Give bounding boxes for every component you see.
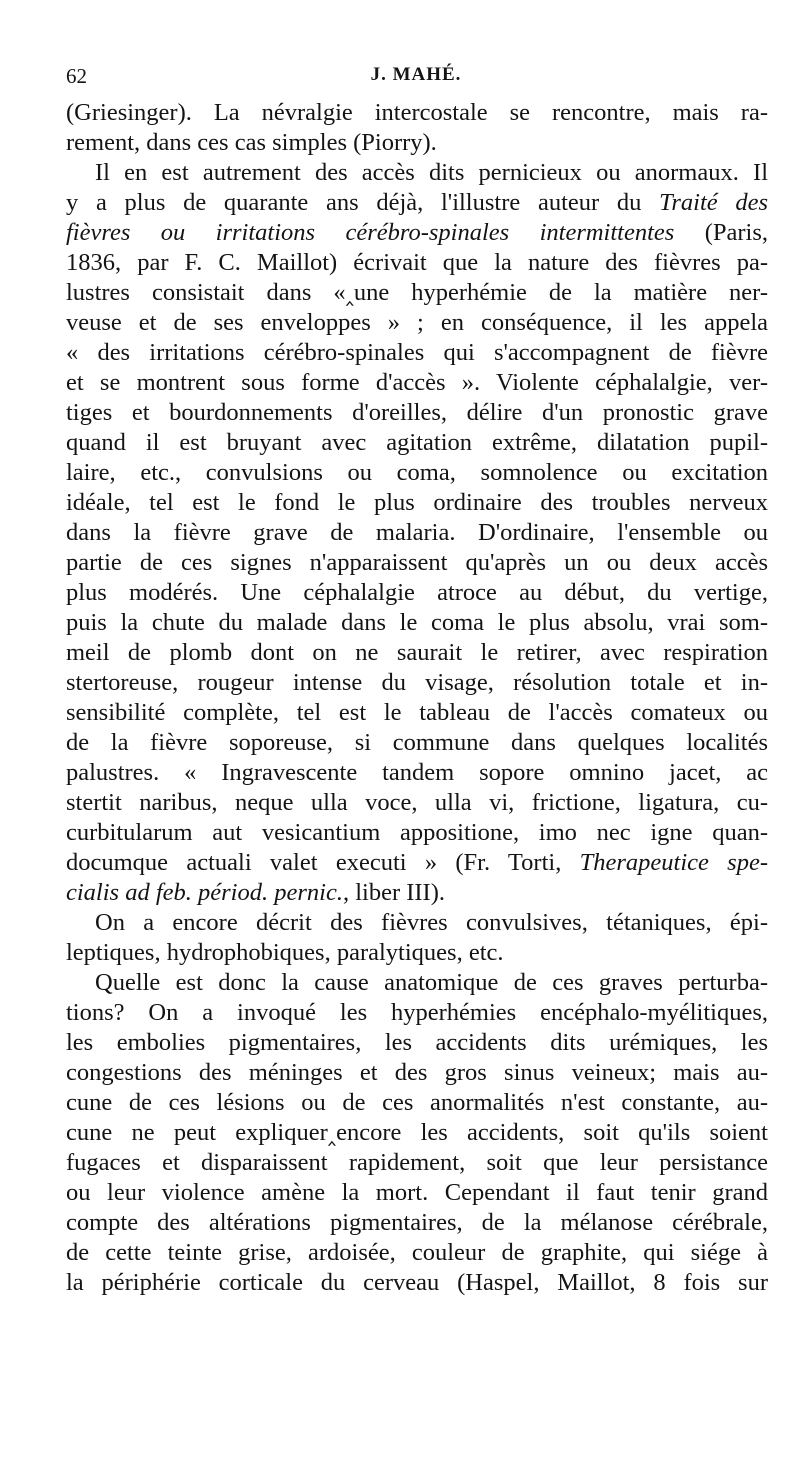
page-number: 62 <box>66 64 87 88</box>
text-line <box>66 638 768 668</box>
text-line <box>66 458 768 488</box>
text-run: et se montrent sous forme d'accès ». Violente céphalalgie, ver- <box>66 369 768 396</box>
text-run: plus modérés. Une céphalalgie atroce au début, du vertige, <box>66 579 768 606</box>
text-line <box>66 428 768 458</box>
text-line <box>66 1238 768 1268</box>
text-run: , liber III). <box>342 879 445 906</box>
text-run: Il en est autrement des accès dits pernicieux ou anormaux. Il <box>95 159 768 186</box>
text-run: compte des altérations pigmentaires, de la mélanose cérébrale, <box>66 1209 768 1236</box>
text-line <box>66 1088 768 1118</box>
text-line <box>66 1148 768 1178</box>
text-run: de cette teinte grise, ardoisée, couleur de graphite, qui siége à <box>66 1239 768 1266</box>
text-line <box>66 998 768 1028</box>
text-line <box>66 818 768 848</box>
running-title: J. MAHÉ. <box>370 64 462 85</box>
italic-text: Traité des <box>659 189 768 216</box>
text-run: les embolies pigmentaires, les accidents dits urémiques, les <box>66 1029 768 1056</box>
text-line <box>66 758 768 788</box>
text-run: cune ne peut expliquer‸encore les accidents, soit qu'ils soient <box>66 1119 768 1146</box>
text-run: la périphérie corticale du cerveau (Haspel, Maillot, 8 fois sur <box>66 1269 768 1296</box>
text-run: congestions des méninges et des gros sinus veineux; mais au- <box>66 1059 768 1086</box>
text-run: ou leur violence amène la mort. Cependant il faut tenir grand <box>66 1179 768 1206</box>
text-line <box>66 1118 768 1148</box>
text-run: tiges et bourdonnements d'oreilles, délire d'un pronostic grave <box>66 399 768 426</box>
text-line <box>66 1028 768 1058</box>
text-run: cune de ces lésions ou de ces anormalités n'est constante, au- <box>66 1089 768 1116</box>
text-run: partie de ces signes n'apparaissent qu'après un ou deux accès <box>66 549 768 576</box>
text-run: documque actuali valet executi » (Fr. Torti, <box>66 849 580 876</box>
text-line <box>66 188 768 218</box>
text-run: laire, etc., convulsions ou coma, somnolence ou excitation <box>66 459 768 486</box>
text-line <box>66 728 768 758</box>
text-line <box>66 848 768 878</box>
text-line <box>66 698 768 728</box>
text-run: de la fièvre soporeuse, si commune dans quelques localités <box>66 729 768 756</box>
text-line <box>66 308 768 338</box>
text-line <box>66 1058 768 1088</box>
text-line <box>66 578 768 608</box>
text-run: curbitularum aut vesicantium appositione, imo nec igne quan- <box>66 819 768 846</box>
text-run: fugaces et disparaissent rapidement, soit que leur persistance <box>66 1149 768 1176</box>
text-line <box>66 488 768 518</box>
italic-text: Therapeutice spe- <box>579 849 768 876</box>
text-line <box>66 908 768 938</box>
text-line <box>66 218 768 248</box>
text-run: meil de plomb dont on ne saurait le retirer, avec respiration <box>66 639 768 666</box>
text-run: On a encore décrit des fièvres convulsives, tétaniques, épi- <box>95 909 768 936</box>
text-run: sensibilité complète, tel est le tableau de l'accès comateux ou <box>66 699 768 726</box>
text-line <box>66 878 768 908</box>
text-run: puis la chute du malade dans le coma le plus absolu, vrai som- <box>66 609 768 636</box>
body-text <box>66 98 768 1298</box>
text-run: y a plus de quarante ans déjà, l'illustre auteur du <box>66 189 660 216</box>
text-run: stertoreuse, rougeur intense du visage, résolution totale et in- <box>66 669 768 696</box>
text-run: dans la fièvre grave de malaria. D'ordinaire, l'ensemble ou <box>66 519 768 546</box>
text-line <box>66 608 768 638</box>
text-run: veuse et de ses enveloppes » ; en conséquence, il les appela <box>66 309 768 336</box>
text-run: lustres consistait dans «‸une hyperhémie de la matière ner- <box>66 279 768 306</box>
text-run: (Griesinger). La névralgie intercostale se rencontre, mais ra- <box>66 99 768 126</box>
text-line <box>66 338 768 368</box>
text-run: stertit naribus, neque ulla voce, ulla vi, frictione, ligatura, cu- <box>66 789 768 816</box>
text-line <box>66 158 768 188</box>
text-line <box>66 518 768 548</box>
text-line <box>66 548 768 578</box>
text-run: « des irritations cérébro-spinales qui s'accompagnent de fièvre <box>66 339 768 366</box>
text-run: rement, dans ces cas simples (Piorry). <box>66 129 437 156</box>
text-line <box>66 128 768 158</box>
text-line <box>66 938 768 968</box>
text-line <box>66 1268 768 1298</box>
text-run: palustres. « Ingravescente tandem sopore omnino jacet, ac <box>66 759 768 786</box>
text-run: leptiques, hydrophobiques, paralytiques, etc. <box>66 939 504 966</box>
text-line <box>66 968 768 998</box>
italic-text: fièvres ou irritations cérébro-spinales intermittentes <box>66 219 675 246</box>
text-line <box>66 278 768 308</box>
text-line <box>66 788 768 818</box>
text-run: (Paris, <box>674 219 768 246</box>
running-head <box>66 64 766 88</box>
text-line <box>66 1178 768 1208</box>
text-run: idéale, tel est le fond le plus ordinaire des troubles nerveux <box>66 489 768 516</box>
text-run: 1836, par F. C. Maillot) écrivait que la nature des fièvres pa- <box>66 249 768 276</box>
text-line <box>66 1208 768 1238</box>
text-line <box>66 668 768 698</box>
text-line <box>66 248 768 278</box>
text-line <box>66 98 768 128</box>
text-run: Quelle est donc la cause anatomique de ces graves perturba- <box>95 969 768 996</box>
text-line <box>66 368 768 398</box>
text-line <box>66 398 768 428</box>
text-run: tions? On a invoqué les hyperhémies encéphalo-myélitiques, <box>66 999 768 1026</box>
text-run: quand il est bruyant avec agitation extrême, dilatation pupil- <box>66 429 768 456</box>
italic-text: cialis ad feb. périod. pernic. <box>66 879 343 906</box>
